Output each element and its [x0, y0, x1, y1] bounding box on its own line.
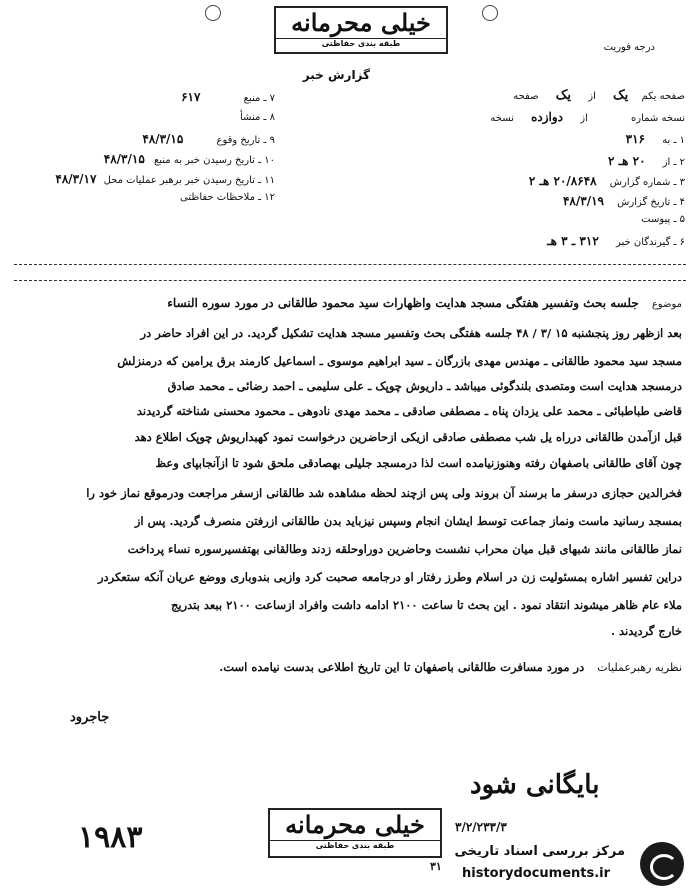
field-label: ۹ ـ تاریخ وقوع: [216, 135, 275, 146]
opinion-line: [18, 656, 682, 675]
body-line: چون آقای طالقانی باصفهان رفته وهنوزنیامده است لذا درمسجد جلیلی بهصادقی ملحق شود تا ازآنجابپای وعظ: [155, 456, 682, 470]
field-label: ۳ ـ شماره گزارش: [609, 177, 685, 188]
archive-reference-line2: ۳۱: [430, 860, 442, 873]
field-label: نسخه شماره: [631, 113, 685, 124]
field-label: ۵ ـ پیوست: [641, 214, 685, 225]
field-label: ۱۲ ـ ملاحظات حفاظتی: [180, 192, 275, 203]
field-label: ۴ ـ تاریخ گزارش: [617, 197, 685, 208]
field-label: ۲ ـ از: [662, 157, 685, 168]
body-line: مسجد سید محمود طالقانی ـ مهندس مهدی بازرگان ـ سید ابراهیم موسوی ـ اسماعیل کارمند برق یرامین که درمنزلش: [117, 354, 682, 368]
classification-stamp-bottom: [268, 808, 442, 858]
body-line: نماز طالقانی مانند شبهای قبل میان محراب نشست وحاضرین دوراوحلقه زدند وطالقانی بهتفسیرسوره نساء پرداخت: [127, 542, 682, 556]
field-value: ۶۱۷: [181, 90, 201, 104]
field-copy: [400, 110, 685, 124]
classification-stamp-top: [274, 6, 448, 54]
field-label: ۸ ـ منشأ: [239, 112, 275, 123]
separator-line: [14, 280, 686, 281]
field-value: ۳۱۲ ـ ۳ هـ: [547, 234, 599, 248]
field-extra: یک: [613, 88, 629, 103]
field-value: ۴۸/۳/۱۷: [55, 172, 97, 186]
stamp-text: خیلی محرمانه: [285, 810, 425, 839]
field-value: ۲۰/۸۶۴۸ هـ ۲: [528, 174, 597, 188]
body-line: درمسجد هدایت است ومتصدی بلندگوئی میباشد ـ داریوش چوپک ـ علی سلیمی ـ احمد رضائی ـ محمد صادق: [167, 379, 682, 393]
field-recipients: [400, 234, 685, 248]
field-security-notes: [20, 192, 275, 203]
field-origin: [20, 112, 275, 123]
field-extra: دوازده: [531, 110, 564, 124]
field-report-date: [400, 194, 685, 208]
opinion-text: در مورد مسافرت طالقانی باصفهان تا این تاریخ اطلاعی بدست نیامده است.: [219, 660, 585, 674]
field-label: ۷ ـ منبع: [243, 93, 275, 104]
stamp-text: خیلی محرمانه: [291, 8, 431, 37]
body-line: قبل ازآمدن طالقانی درراه یل شب مصطفی صادقی ازیکی ازحاضرین درخواست نمود کهبداریوش چوپک اطلاع دهد: [134, 430, 682, 444]
field-value: ۳۱۶: [625, 132, 645, 146]
report-title: گزارش خبر: [302, 68, 370, 82]
body-line: بعد ازظهر روز پنجشنبه ۱۵ /۳ / ۴۸ جلسه هفتگی بحث وتفسیر مسجد هدایت تشکیل گردید. در این افراد حاضر در: [140, 326, 682, 340]
field-sep: از: [580, 113, 588, 124]
watermark-title: مرکز بررسی اسناد تاریخی: [454, 844, 625, 859]
field-unit: نسخه: [490, 113, 514, 124]
body-line: دراین تفسیر اشاره بمسئولیت زن در اسلام وطرز رفتار او درجامعه صحبت کرد وازبی بندوباری ووضع عریان آنکه ستعکردر: [97, 570, 682, 584]
field-value: ۴۸/۳/۱۹: [562, 194, 604, 208]
field-attachment: [400, 214, 685, 225]
field-value: ۴۸/۳/۱۵: [103, 152, 145, 166]
archive-note: بایگانی شود: [470, 770, 600, 800]
priority-label: درجه فوریت: [603, 42, 655, 53]
field-value: ۲۰ هـ ۲: [607, 154, 646, 168]
field-value: ۴۸/۳/۱۵: [142, 132, 184, 146]
field-label: ۱۱ ـ تاریخ رسیدن خبر برهبر عملیات محل: [103, 175, 275, 186]
subject-line: [18, 292, 682, 311]
field-leader-receipt-date: [20, 172, 275, 186]
punch-hole-icon: [205, 5, 221, 21]
body-line: ملاء عام ظاهر میشوند انتقاد نمود . این بحث تا ساعت ۲۱۰۰ ادامه داشت وافراد ازساعت ۲۱۰۰ ببعد بتدریج: [170, 598, 682, 612]
stamp-subtext: طبقه بندی حفاظتی: [276, 38, 446, 49]
watermark-url: historydocuments.ir: [462, 866, 611, 881]
signature: جاجرود: [70, 710, 110, 725]
field-from: [400, 154, 685, 168]
subject-label: موضوع: [651, 299, 682, 310]
field-label: ۱ ـ به: [662, 135, 685, 146]
field-label: ۶ ـ گیرندگان خبر: [615, 237, 685, 248]
stamp-subtext: طبقه بندی حفاظتی: [270, 840, 440, 851]
subject-text: جلسه بحث وتفسیر هفتگی مسجد هدایت واظهارات سید محمود طالقانی در مورد سوره النساء: [167, 296, 639, 310]
field-label: ۱۰ ـ تاریخ رسیدن خبر به منبع: [153, 155, 275, 166]
field-source: [20, 90, 275, 104]
field-occurrence-date: [20, 132, 275, 146]
body-line: فخرالدین حجازی درسفر ما برسند آن بروند ولی پس ازچند لحظه مشاهده شد طالقانی ازسفر مراجعت ودرموقع نماز خود را: [86, 486, 682, 500]
separator-line: [14, 264, 686, 265]
archive-reference: ۳/۲/۲۳۳/۳: [455, 820, 507, 834]
field-unit: صفحه: [513, 91, 539, 102]
field-page: [400, 88, 685, 103]
body-line: خارج گردیدند .: [610, 624, 682, 638]
field-label: صفحه یکم: [641, 91, 685, 102]
field-report-number: [400, 174, 685, 188]
punch-hole-icon: [482, 5, 498, 21]
field-extra: یک: [555, 88, 572, 103]
field-to: [400, 132, 685, 146]
field-sep: از: [588, 91, 596, 102]
body-line: بمسجد رسانید ماست ونماز جماعت توسط ایشان انجام وسپس نیزباید بدن طالقانی ازرفتن منصرف گردید. پس از: [134, 514, 682, 528]
watermark-logo-icon: [640, 842, 684, 886]
body-line: قاضی طباطبائی ـ محمد علی یزدان پناه ـ مصطفی صادقی ـ محمد مهدی نادوهی ـ محمود محسنی شناخته گردیدند: [136, 404, 682, 418]
handwritten-number: ۱۹۸۳: [78, 820, 143, 855]
field-source-receipt-date: [20, 152, 275, 166]
opinion-label: نظریه رهبرعملیات: [597, 661, 682, 674]
